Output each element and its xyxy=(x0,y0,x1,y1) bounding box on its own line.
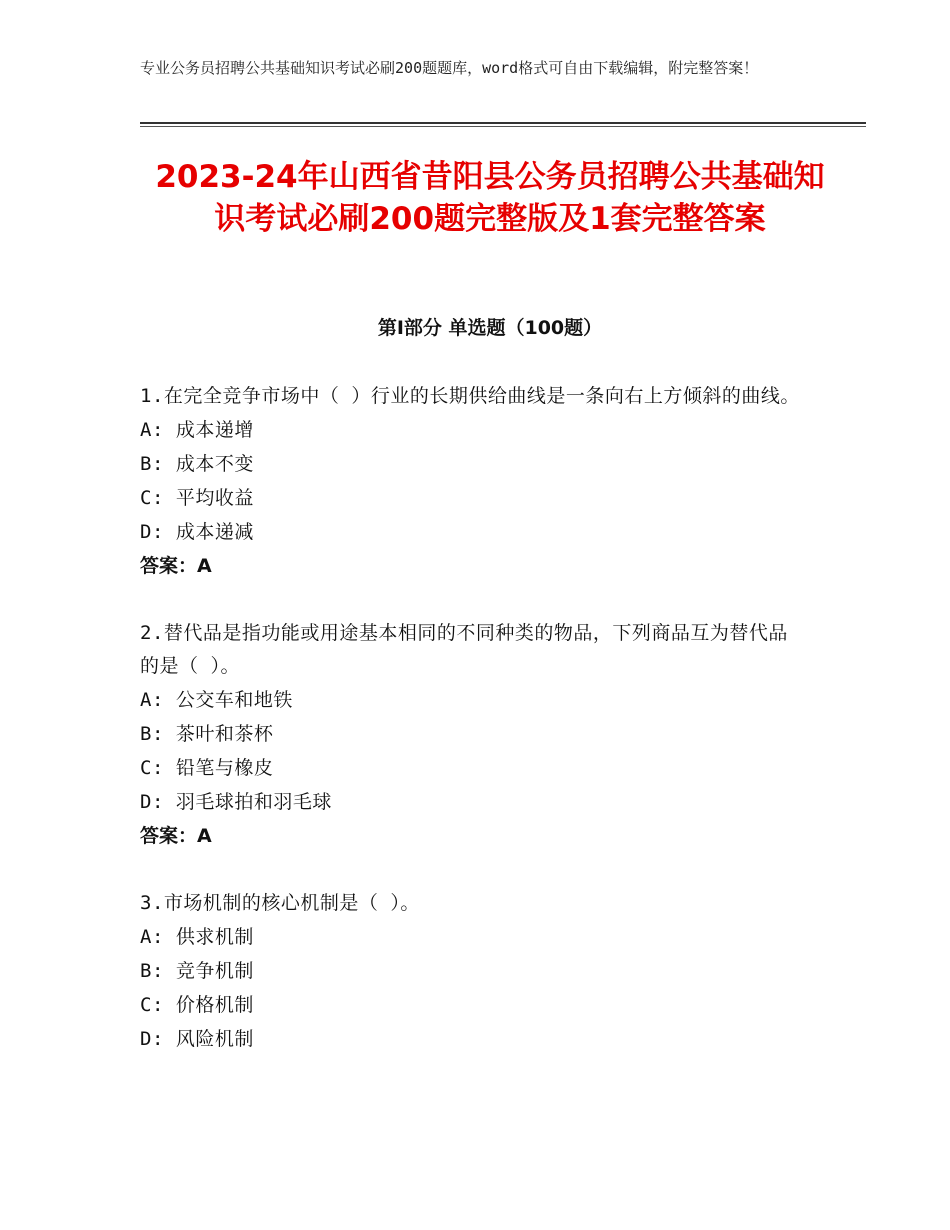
option-b: B: 成本不变 xyxy=(140,453,254,475)
section-title: 第Ⅰ部分 单选题（100题） xyxy=(377,317,603,339)
header-note: 专业公务员招聘公共基础知识考试必刷200题题库，word格式可自由下载编辑，附完整答案！ xyxy=(140,59,759,77)
option-d: D: 风险机制 xyxy=(140,1028,254,1050)
question-stem: 3.市场机制的核心机制是（ ）。 xyxy=(140,892,420,914)
option-c: C: 平均收益 xyxy=(140,487,254,509)
option-c: C: 铅笔与橡皮 xyxy=(140,757,274,779)
option-d: D: 羽毛球拍和羽毛球 xyxy=(140,791,332,813)
header-divider-thin xyxy=(140,126,866,127)
document-title: 2023-24年山西省昔阳县公务员招聘公共基础知识考试必刷200题完整版及1套完整答案 xyxy=(155,159,825,237)
option-a: A: 成本递增 xyxy=(140,419,254,441)
question-2 xyxy=(140,617,800,853)
option-b: B: 茶叶和茶杯 xyxy=(140,723,274,745)
question-stem: 2.替代品是指功能或用途基本相同的不同种类的物品，下列商品互为替代品的是（ ）。 xyxy=(140,622,788,677)
header-divider-thick xyxy=(140,122,866,124)
question-list xyxy=(140,380,800,1056)
question-stem: 1.在完全竞争市场中（ ）行业的长期供给曲线是一条向右上方倾斜的曲线。 xyxy=(140,385,800,407)
answer: 答案：A xyxy=(140,825,212,847)
option-a: A: 公交车和地铁 xyxy=(140,689,293,711)
question-3 xyxy=(140,887,800,1056)
option-b: B: 竞争机制 xyxy=(140,960,254,982)
option-a: A: 供求机制 xyxy=(140,926,254,948)
answer: 答案：A xyxy=(140,555,212,577)
option-c: C: 价格机制 xyxy=(140,994,254,1016)
option-d: D: 成本递减 xyxy=(140,521,254,543)
question-1 xyxy=(140,380,800,583)
